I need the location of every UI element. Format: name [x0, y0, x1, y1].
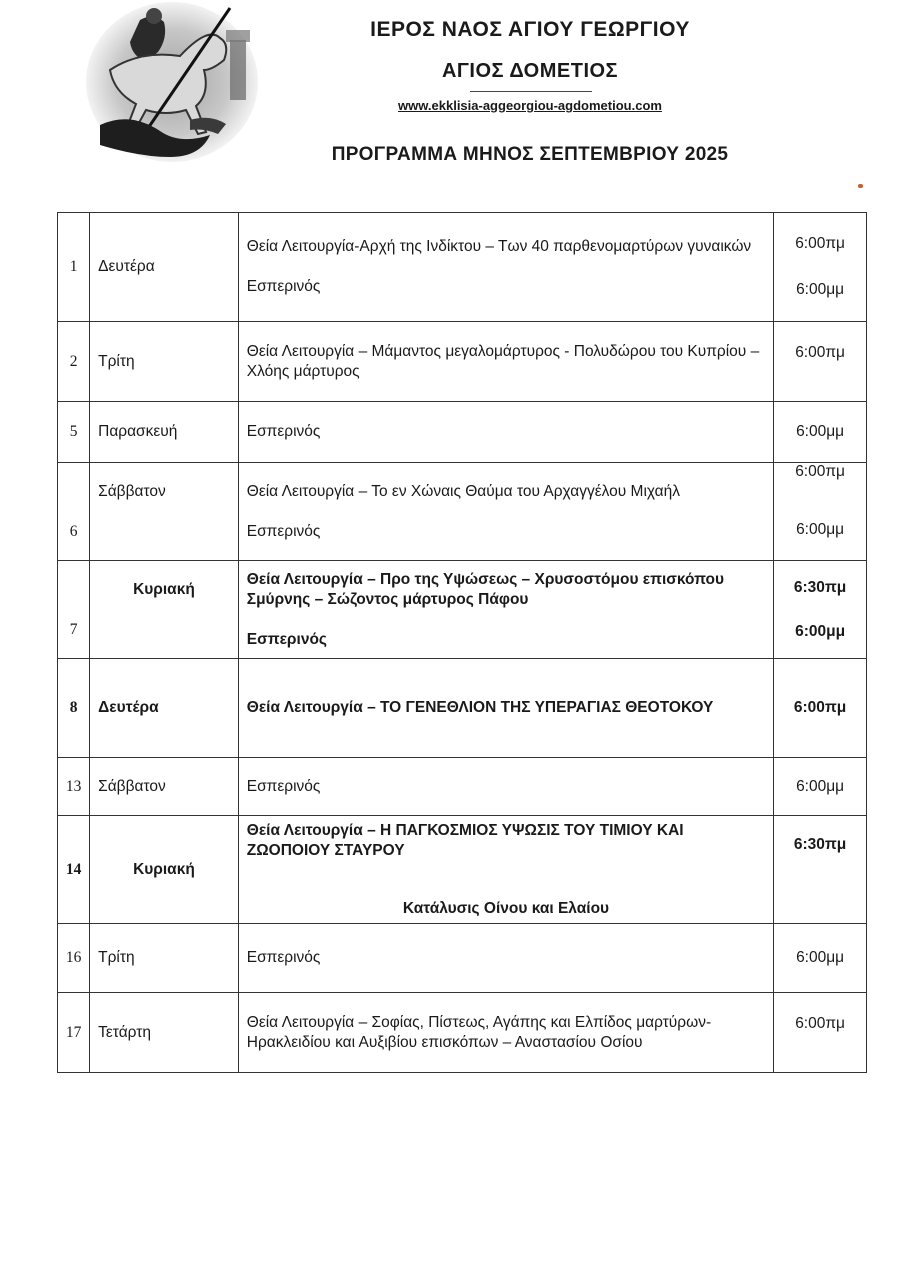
service-cell — [238, 816, 773, 924]
weekday: Δευτέρα — [90, 213, 239, 322]
time-cell — [774, 816, 867, 924]
weekday: Κυριακή — [90, 561, 239, 659]
time-cell — [774, 463, 867, 561]
time-text: 6:00μμ — [796, 423, 845, 440]
time-cell — [774, 322, 867, 402]
time-text: 6:00πμ — [795, 1015, 845, 1032]
service-cell — [238, 561, 773, 659]
table-row — [58, 213, 867, 322]
weekday: Τετάρτη — [90, 993, 239, 1073]
day-number: 8 — [58, 659, 90, 758]
time-cell — [774, 561, 867, 659]
schedule-table — [57, 212, 867, 1073]
service-text: Εσπερινός — [246, 777, 321, 795]
table-row — [58, 816, 867, 924]
day-number: 16 — [58, 924, 90, 993]
table-row — [58, 924, 867, 993]
service-cell — [238, 758, 773, 816]
time-text: 6:00πμ — [793, 699, 847, 716]
service-text: Εσπερινός — [246, 423, 321, 440]
time-text: 6:30πμ — [793, 578, 847, 596]
service-text: Θεία Λειτουργία – ΤΟ ΓΕΝΕΘΛΙΟΝ ΤΗΣ ΥΠΕΡΑΓΙΑΣ ΘΕΟΤΟΚΟΥ — [246, 699, 714, 716]
time-text: 6:00πμ — [795, 344, 845, 361]
service-cell — [238, 993, 773, 1073]
weekday: Κυριακή — [90, 816, 239, 924]
day-number: 5 — [58, 402, 90, 463]
day-number: 1 — [58, 213, 90, 322]
service-cell — [238, 213, 773, 322]
weekday: Σάββατον — [90, 463, 239, 561]
service-text: Θεία Λειτουργία – Προ της Υψώσεως – Χρυσοστόμου επισκόπου Σμύρνης – Σώζοντος μάρτυρος Πάφου — [246, 570, 724, 608]
day-number: 2 — [58, 322, 90, 402]
weekday: Δευτέρα — [90, 659, 239, 758]
table-row — [58, 561, 867, 659]
table-row — [58, 993, 867, 1073]
table-row — [58, 402, 867, 463]
service-text: Εσπερινός — [246, 949, 321, 966]
service-text: Θεία Λειτουργία-Αρχή της Ινδίκτου – Των 40 παρθενομαρτύρων γυναικών — [246, 238, 752, 255]
time-text: 6:00πμ — [795, 463, 845, 480]
day-number: 13 — [58, 758, 90, 816]
time-text: 6:00πμ — [795, 235, 845, 252]
time-text: 6:00μμ — [796, 521, 845, 538]
time-cell — [774, 402, 867, 463]
service-text: Θεία Λειτουργία – Το εν Χώναις Θαύμα του Αρχαγγέλου Μιχαήλ — [246, 482, 680, 500]
time-cell — [774, 924, 867, 993]
service-cell — [238, 402, 773, 463]
service-cell — [238, 659, 773, 758]
time-text: 6:00μμ — [796, 949, 845, 966]
service-cell — [238, 924, 773, 993]
service-text: Εσπερινός — [246, 522, 321, 540]
time-text: 6:00μμ — [796, 281, 845, 298]
church-name: ΙΕΡΟΣ ΝΑΟΣ ΑΓΙΟΥ ΓΕΩΡΓΙΟΥ — [370, 18, 690, 41]
time-cell — [774, 213, 867, 322]
table-row — [58, 322, 867, 402]
church-location: ΑΓΙΟΣ ΔΟΜΕΤΙΟΣ — [441, 60, 619, 82]
weekday: Τρίτη — [90, 322, 239, 402]
time-text: 6:00μμ — [795, 622, 846, 640]
time-text: 6:30πμ — [793, 836, 847, 853]
service-cell — [238, 463, 773, 561]
day-number: 17 — [58, 993, 90, 1073]
time-text: 6:00μμ — [796, 777, 845, 795]
weekday: Σάββατον — [90, 758, 239, 816]
day-number: 6 — [58, 463, 90, 561]
day-number: 7 — [58, 561, 90, 659]
divider — [470, 91, 592, 92]
service-text: Εσπερινός — [246, 630, 327, 648]
time-cell — [774, 993, 867, 1073]
table-row — [58, 659, 867, 758]
time-cell — [774, 659, 867, 758]
service-cell — [238, 322, 773, 402]
day-number: 14 — [58, 816, 90, 924]
weekday: Παρασκευή — [90, 402, 239, 463]
service-text: Θεία Λειτουργία – Η ΠΑΓΚΟΣΜΙΟΣ ΥΨΩΣΙΣ ΤΟΥ ΤΙΜΙΟΥ ΚΑΙ ΖΩΟΠΟΙΟΥ ΣΤΑΥΡΟΥ — [246, 821, 684, 859]
service-text: Θεία Λειτουργία – Σοφίας, Πίστεως, Αγάπης και Ελπίδος μαρτύρων-Ηρακλειδίου και Αυξιβίου επισκόπων – Αναστασίου Οσίου — [246, 1013, 712, 1051]
saint-george-icon — [80, 0, 260, 165]
time-cell — [774, 758, 867, 816]
scan-mark — [858, 184, 863, 188]
page-title: ΠΡΟΓΡΑΜΜΑ ΜΗΝΟΣ ΣΕΠΤΕΜΒΡΙΟΥ 2025 — [331, 144, 729, 165]
website-link[interactable]: www.ekklisia-aggeorgiou-agdometiou.com — [398, 98, 662, 113]
service-text: Θεία Λειτουργία – Μάμαντος μεγαλομάρτυρος - Πολυδώρου του Κυπρίου – Χλόης μάρτυρος — [246, 343, 760, 380]
service-text: Εσπερινός — [246, 278, 321, 295]
fasting-note: Κατάλυσις Οίνου και Ελαίου — [402, 899, 610, 917]
weekday: Τρίτη — [90, 924, 239, 993]
table-row — [58, 463, 867, 561]
table-row — [58, 758, 867, 816]
